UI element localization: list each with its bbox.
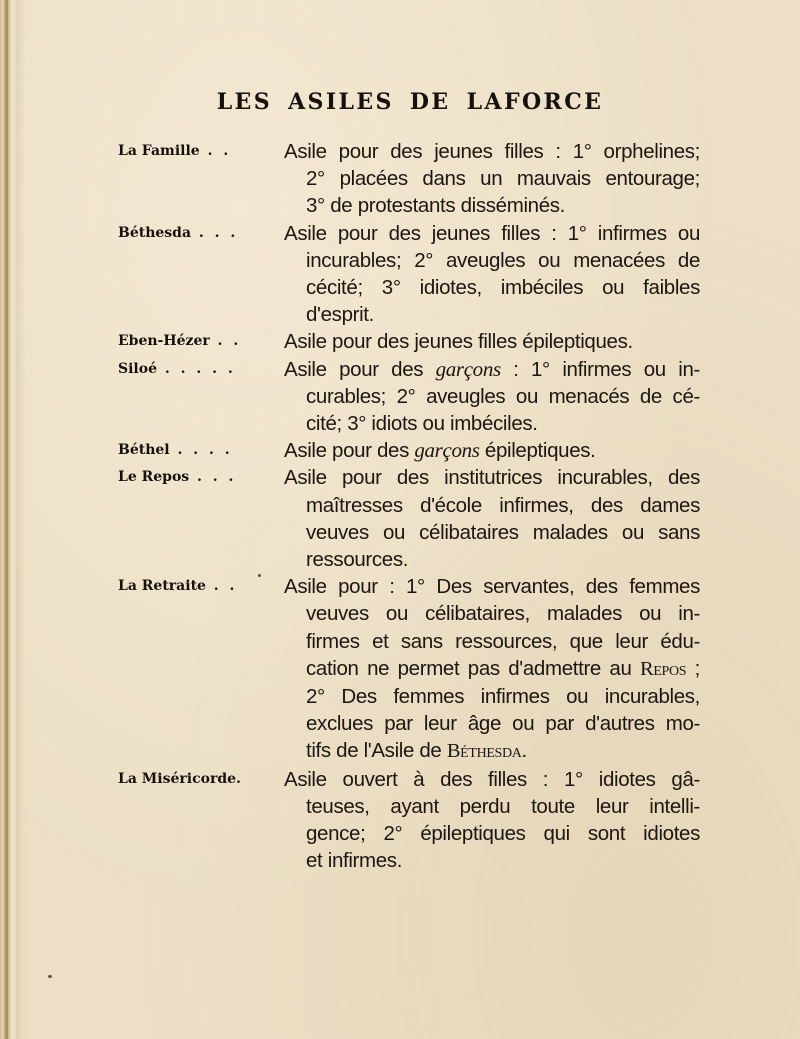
paper-speck	[258, 574, 261, 577]
description-line: 2° Des femmes infirmes ou incurables,	[306, 685, 700, 709]
entry-name: Béthel . . . .	[118, 442, 233, 459]
description-line: Asile pour des garçons épileptiques.	[284, 438, 596, 463]
description-line: Asile pour des jeunes filles épileptiques.	[284, 330, 633, 354]
small-caps-repos: Repos	[640, 657, 687, 680]
entry-description	[284, 328, 700, 355]
entry-name: La Miséricorde.	[118, 770, 244, 787]
description-line: firmes et sans ressources, que leur édu-	[306, 629, 700, 653]
dot-leader: .	[236, 770, 244, 787]
entry-name: La Retraite . .	[118, 578, 238, 595]
dot-leader: . .	[205, 578, 238, 595]
description-line: gence; 2° épileptiques qui sont idiotes	[306, 822, 700, 846]
description-line: Asile pour : 1° Des servantes, des femmes	[284, 575, 700, 599]
description-line: exclues par leur âge ou par d'autres mo-	[306, 712, 700, 736]
description-line: curables; 2° aveugles ou menacés de cé-	[306, 384, 700, 408]
description-line: Asile pour des institutrices incurables, des	[284, 466, 700, 490]
entry-description	[284, 356, 700, 438]
entry-description	[284, 573, 700, 765]
description-line: cité; 3° idiots ou imbéciles.	[306, 412, 538, 436]
description-line: Asile pour des jeunes filles : 1° infirmes ou	[284, 221, 700, 245]
description-line: incurables; 2° aveugles ou menacées de	[306, 248, 700, 272]
description-line: d'esprit.	[306, 303, 374, 327]
entry-name: Béthesda . . .	[118, 224, 239, 241]
entry-la-misericorde	[118, 766, 700, 875]
entry-bethesda	[118, 220, 700, 329]
entry-description	[284, 437, 700, 464]
entry-name: Eben-Hézer . .	[118, 333, 242, 350]
dot-leader: . . .	[191, 224, 239, 241]
entry-description	[284, 220, 700, 329]
entry-siloe	[118, 356, 700, 438]
asylum-list	[118, 138, 700, 874]
description-line: Asile pour des garçons : 1° infirmes ou in-	[284, 356, 700, 381]
description-line: tifs de l'Asile de Béthesda.	[306, 739, 527, 763]
entry-name: Le Repos . . .	[118, 469, 237, 486]
entry-bethel	[118, 437, 700, 464]
description-line: veuves ou célibataires malades ou sans	[306, 520, 700, 544]
description-line: 3° de protestants disséminés.	[306, 194, 565, 218]
description-line: maîtresses d'école infirmes, des dames	[306, 493, 700, 517]
entry-name: La Famille . .	[118, 143, 232, 159]
entry-description	[284, 766, 700, 875]
small-caps-bethesda: Béthesda	[446, 740, 522, 763]
description-line: veuves ou célibataires, malades ou in-	[306, 602, 700, 626]
paper-speck	[48, 975, 52, 978]
entry-description	[284, 138, 700, 220]
gutter-shadow	[16, 0, 26, 1039]
dot-leader: . . .	[189, 469, 237, 486]
dot-leader: . . . . .	[157, 360, 236, 377]
entry-la-retraite	[118, 573, 700, 765]
description-line: et infirmes.	[306, 849, 403, 873]
description-line: 2° placées dans un mauvais entourage;	[306, 167, 700, 191]
emphasis-garcons: garçons	[435, 356, 501, 381]
emphasis-garcons: garçons	[414, 438, 480, 463]
entry-le-repos	[118, 464, 700, 573]
entry-name: Siloé . . . . .	[118, 360, 236, 377]
book-binding-gutter	[0, 0, 16, 1039]
dot-leader: . . . .	[169, 442, 233, 459]
description-line: cécité; 3° idiotes, imbéciles ou faibles	[306, 276, 700, 300]
dot-leader: . .	[199, 143, 232, 159]
description-line: ressources.	[306, 548, 409, 572]
description-line: cation ne permet pas d'admettre au Repos ;	[306, 656, 700, 680]
entry-la-famille	[118, 138, 700, 220]
description-line: Asile pour des jeunes filles : 1° orphelines;	[284, 140, 700, 163]
entry-eben-hezer	[118, 328, 700, 355]
description-line: Asile ouvert à des filles : 1° idiotes gâ-	[284, 767, 700, 791]
description-line: teuses, ayant perdu toute leur intelli-	[306, 794, 700, 818]
page-title: LES ASILES DE LAFORCE	[216, 88, 604, 115]
dot-leader: . .	[209, 333, 242, 350]
entry-description	[284, 464, 700, 573]
